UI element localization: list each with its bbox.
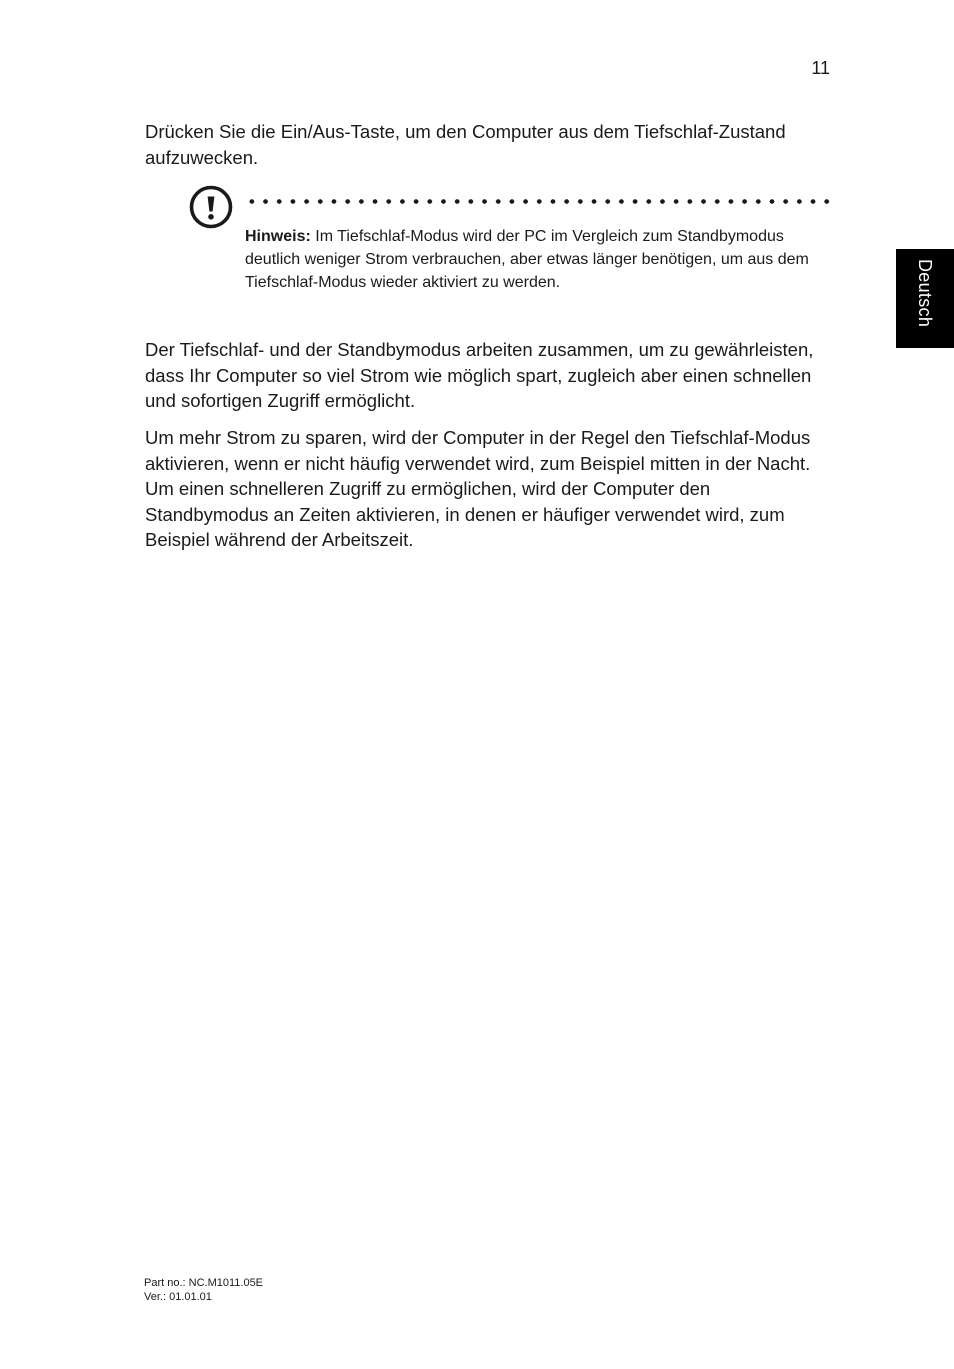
- third-paragraph: Um mehr Strom zu sparen, wird der Computer in der Regel den Tiefschlaf-Modus aktivieren, wenn er nicht häufig verwendet wird, zum Beispiel mitten in der Nacht. Um einen schnelleren Zugriff zu ermöglichen, wird der Computer den Standbymodus an Zeiten aktivieren, in denen er häufiger verwendet wird, zum Beispiel während der Arbeitszeit.: [145, 427, 811, 550]
- footer: [144, 1277, 263, 1304]
- footer-version: Ver.: 01.01.01: [144, 1290, 212, 1303]
- footer-part-number: Part no.: NC.M1011.05E: [144, 1277, 264, 1289]
- note-text: [245, 225, 825, 294]
- exclamation-circle-icon: [188, 184, 234, 230]
- second-paragraph: Der Tiefschlaf- und der Standbymodus arbeiten zusammen, um zu gewährleisten, dass Ihr Computer so viel Strom wie möglich spart, zugleich aber einen schnellen und sofortigen Zugriff ermöglicht.: [145, 339, 814, 411]
- language-tab: [896, 249, 954, 348]
- note-dotted-rule: [245, 199, 832, 204]
- language-tab-label: Deutsch: [915, 259, 935, 328]
- intro-paragraph: Drücken Sie die Ein/Aus-Taste, um den Computer aus dem Tiefschlaf-Zustand aufzuwecken.: [145, 121, 786, 168]
- page-number: 11: [811, 58, 830, 78]
- note-body: Im Tiefschlaf-Modus wird der PC im Vergleich zum Standbymodus deutlich weniger Strom verbrauchen, aber etwas länger benötigen, um aus dem Tiefschlaf-Modus wieder aktiviert zu werden.: [245, 228, 809, 291]
- note-label: Hinweis:: [245, 228, 311, 245]
